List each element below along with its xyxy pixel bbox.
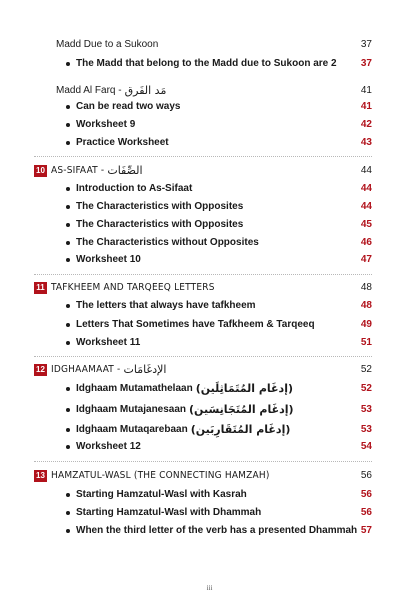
- bullet-icon: [66, 493, 70, 497]
- chapter-page: 44: [360, 165, 372, 176]
- section-divider: [34, 274, 372, 275]
- subentry-label: Worksheet 9: [76, 119, 136, 130]
- chapter-title: AS-SIFAAT -: [51, 165, 105, 176]
- bullet-icon: [66, 258, 70, 262]
- entry-title: Madd Due to a Sukoon: [56, 39, 159, 50]
- bullet-icon: [66, 304, 70, 308]
- bullet-icon: [66, 105, 70, 109]
- chapter-page: 56: [360, 470, 372, 481]
- subentry-page: 52: [360, 383, 372, 394]
- subentry-label: The letters that always have tafkheem: [76, 300, 256, 311]
- subentry-label: Starting Hamzatul-Wasl with Dhammah: [76, 507, 262, 518]
- toc-subentry[interactable]: [56, 382, 372, 396]
- subentry-page: 46: [360, 237, 372, 248]
- bullet-icon: [66, 141, 70, 145]
- subentry-label: The Characteristics with Opposites: [76, 201, 244, 212]
- toc-subentry[interactable]: [56, 57, 372, 71]
- subentry-arabic: (إدغَام المُتَمَاثِلَين): [195, 382, 293, 395]
- chapter-page: 52: [360, 364, 372, 375]
- subentry-page: 41: [360, 101, 372, 112]
- toc-subentry[interactable]: [56, 423, 372, 437]
- subentry-page: 43: [360, 137, 372, 148]
- chapter-title: HAMZATUL-WASL (THE CONNECTING HAMZAH): [51, 470, 270, 481]
- subentry-label: The Characteristics without Opposites: [76, 237, 259, 248]
- bullet-icon: [66, 223, 70, 227]
- subentry-label: The Characteristics with Opposites: [76, 219, 244, 230]
- subentry-label: The Madd that belong to the Madd due to Sukoon are 2: [76, 58, 337, 69]
- subentry-arabic: (إدغَام المُتَقَارِبَين): [190, 423, 291, 436]
- toc-entry-madd-sukoon[interactable]: [56, 38, 372, 52]
- subentry-page: 49: [360, 319, 372, 330]
- subentry-page: 51: [360, 337, 372, 348]
- toc-subentry[interactable]: [56, 299, 372, 313]
- bullet-icon: [66, 408, 70, 412]
- chapter-number-badge: 10: [34, 165, 47, 177]
- toc-subentry[interactable]: [56, 236, 372, 250]
- subentry-arabic: (إدغَام المُتَجَانِسَين): [189, 403, 294, 416]
- chapter-arabic: الإدغَامَات: [123, 363, 167, 376]
- chapter-number-badge: 13: [34, 470, 47, 482]
- subentry-page: 53: [360, 404, 372, 415]
- subentry-page: 57: [360, 525, 372, 536]
- section-divider: [34, 356, 372, 357]
- bullet-icon: [66, 445, 70, 449]
- subentry-label: Letters That Sometimes have Tafkheem & Tarqeeq: [76, 319, 315, 330]
- section-divider: [34, 461, 372, 462]
- toc-subentry[interactable]: [56, 506, 372, 520]
- subentry-label: Starting Hamzatul-Wasl with Kasrah: [76, 489, 247, 500]
- bullet-icon: [66, 323, 70, 327]
- toc-chapter-13[interactable]: [34, 469, 372, 483]
- subentry-label: Worksheet 11: [76, 337, 141, 348]
- bullet-icon: [66, 529, 70, 533]
- subentry-page: 47: [360, 254, 372, 265]
- bullet-icon: [66, 241, 70, 245]
- subentry-page: 56: [360, 489, 372, 500]
- bullet-icon: [66, 187, 70, 191]
- toc-subentry[interactable]: [56, 182, 372, 196]
- subentry-label: Worksheet 12: [76, 441, 141, 452]
- entry-arabic: مَد الفَرق: [124, 84, 167, 97]
- bullet-icon: [66, 62, 70, 66]
- entry-page: 37: [360, 39, 372, 50]
- toc-subentry[interactable]: [56, 100, 372, 114]
- toc-subentry[interactable]: [56, 218, 372, 232]
- chapter-title: IDGHAAMAAT -: [51, 364, 121, 375]
- bullet-icon: [66, 205, 70, 209]
- toc-subentry[interactable]: [56, 336, 372, 350]
- subentry-page: 42: [360, 119, 372, 130]
- toc-entry-madd-farq[interactable]: [56, 84, 372, 98]
- subentry-page: 56: [360, 507, 372, 518]
- bullet-icon: [66, 428, 70, 432]
- toc-subentry[interactable]: [56, 403, 372, 417]
- toc-subentry[interactable]: [56, 524, 372, 538]
- bullet-icon: [66, 511, 70, 515]
- subentry-page: 53: [360, 424, 372, 435]
- subentry-label: When the third letter of the verb has a presented Dhammah: [76, 525, 358, 536]
- toc-subentry[interactable]: [56, 136, 372, 150]
- toc-chapter-12[interactable]: [34, 363, 372, 377]
- bullet-icon: [66, 123, 70, 127]
- subentry-label: Practice Worksheet: [76, 137, 169, 148]
- subentry-page: 54: [360, 441, 372, 452]
- subentry-page: 44: [360, 201, 372, 212]
- toc-subentry[interactable]: [56, 440, 372, 454]
- bullet-icon: [66, 341, 70, 345]
- subentry-label: Idghaam Mutajanesaan: [76, 404, 187, 415]
- subentry-page: 48: [360, 300, 372, 311]
- page-number: iii: [206, 584, 213, 592]
- entry-page: 41: [360, 85, 372, 96]
- chapter-number-badge: 12: [34, 364, 47, 376]
- toc-chapter-11[interactable]: [34, 281, 372, 295]
- subentry-label: Worksheet 10: [76, 254, 141, 265]
- subentry-page: 44: [360, 183, 372, 194]
- entry-title: Madd Al Farq -: [56, 85, 122, 96]
- subentry-page: 37: [360, 58, 372, 69]
- chapter-title: TAFKHEEM AND TARQEEQ LETTERS: [51, 282, 215, 293]
- subentry-label: Idghaam Mutaqarebaan: [76, 424, 188, 435]
- chapter-page: 48: [360, 282, 372, 293]
- chapter-number-badge: 11: [34, 282, 47, 294]
- chapter-arabic: الصِّفَات: [107, 164, 143, 177]
- toc-subentry[interactable]: [56, 118, 372, 132]
- toc-chapter-10[interactable]: [34, 164, 372, 178]
- section-divider: [34, 156, 372, 157]
- subentry-label: Introduction to As-Sifaat: [76, 183, 193, 194]
- subentry-label: Can be read two ways: [76, 101, 181, 112]
- bullet-icon: [66, 387, 70, 391]
- subentry-page: 45: [360, 219, 372, 230]
- toc-subentry[interactable]: [56, 253, 372, 267]
- subentry-label: Idghaam Mutamathelaan: [76, 383, 193, 394]
- toc-subentry[interactable]: [56, 488, 372, 502]
- toc-subentry[interactable]: [56, 200, 372, 214]
- toc-subentry[interactable]: [56, 318, 372, 332]
